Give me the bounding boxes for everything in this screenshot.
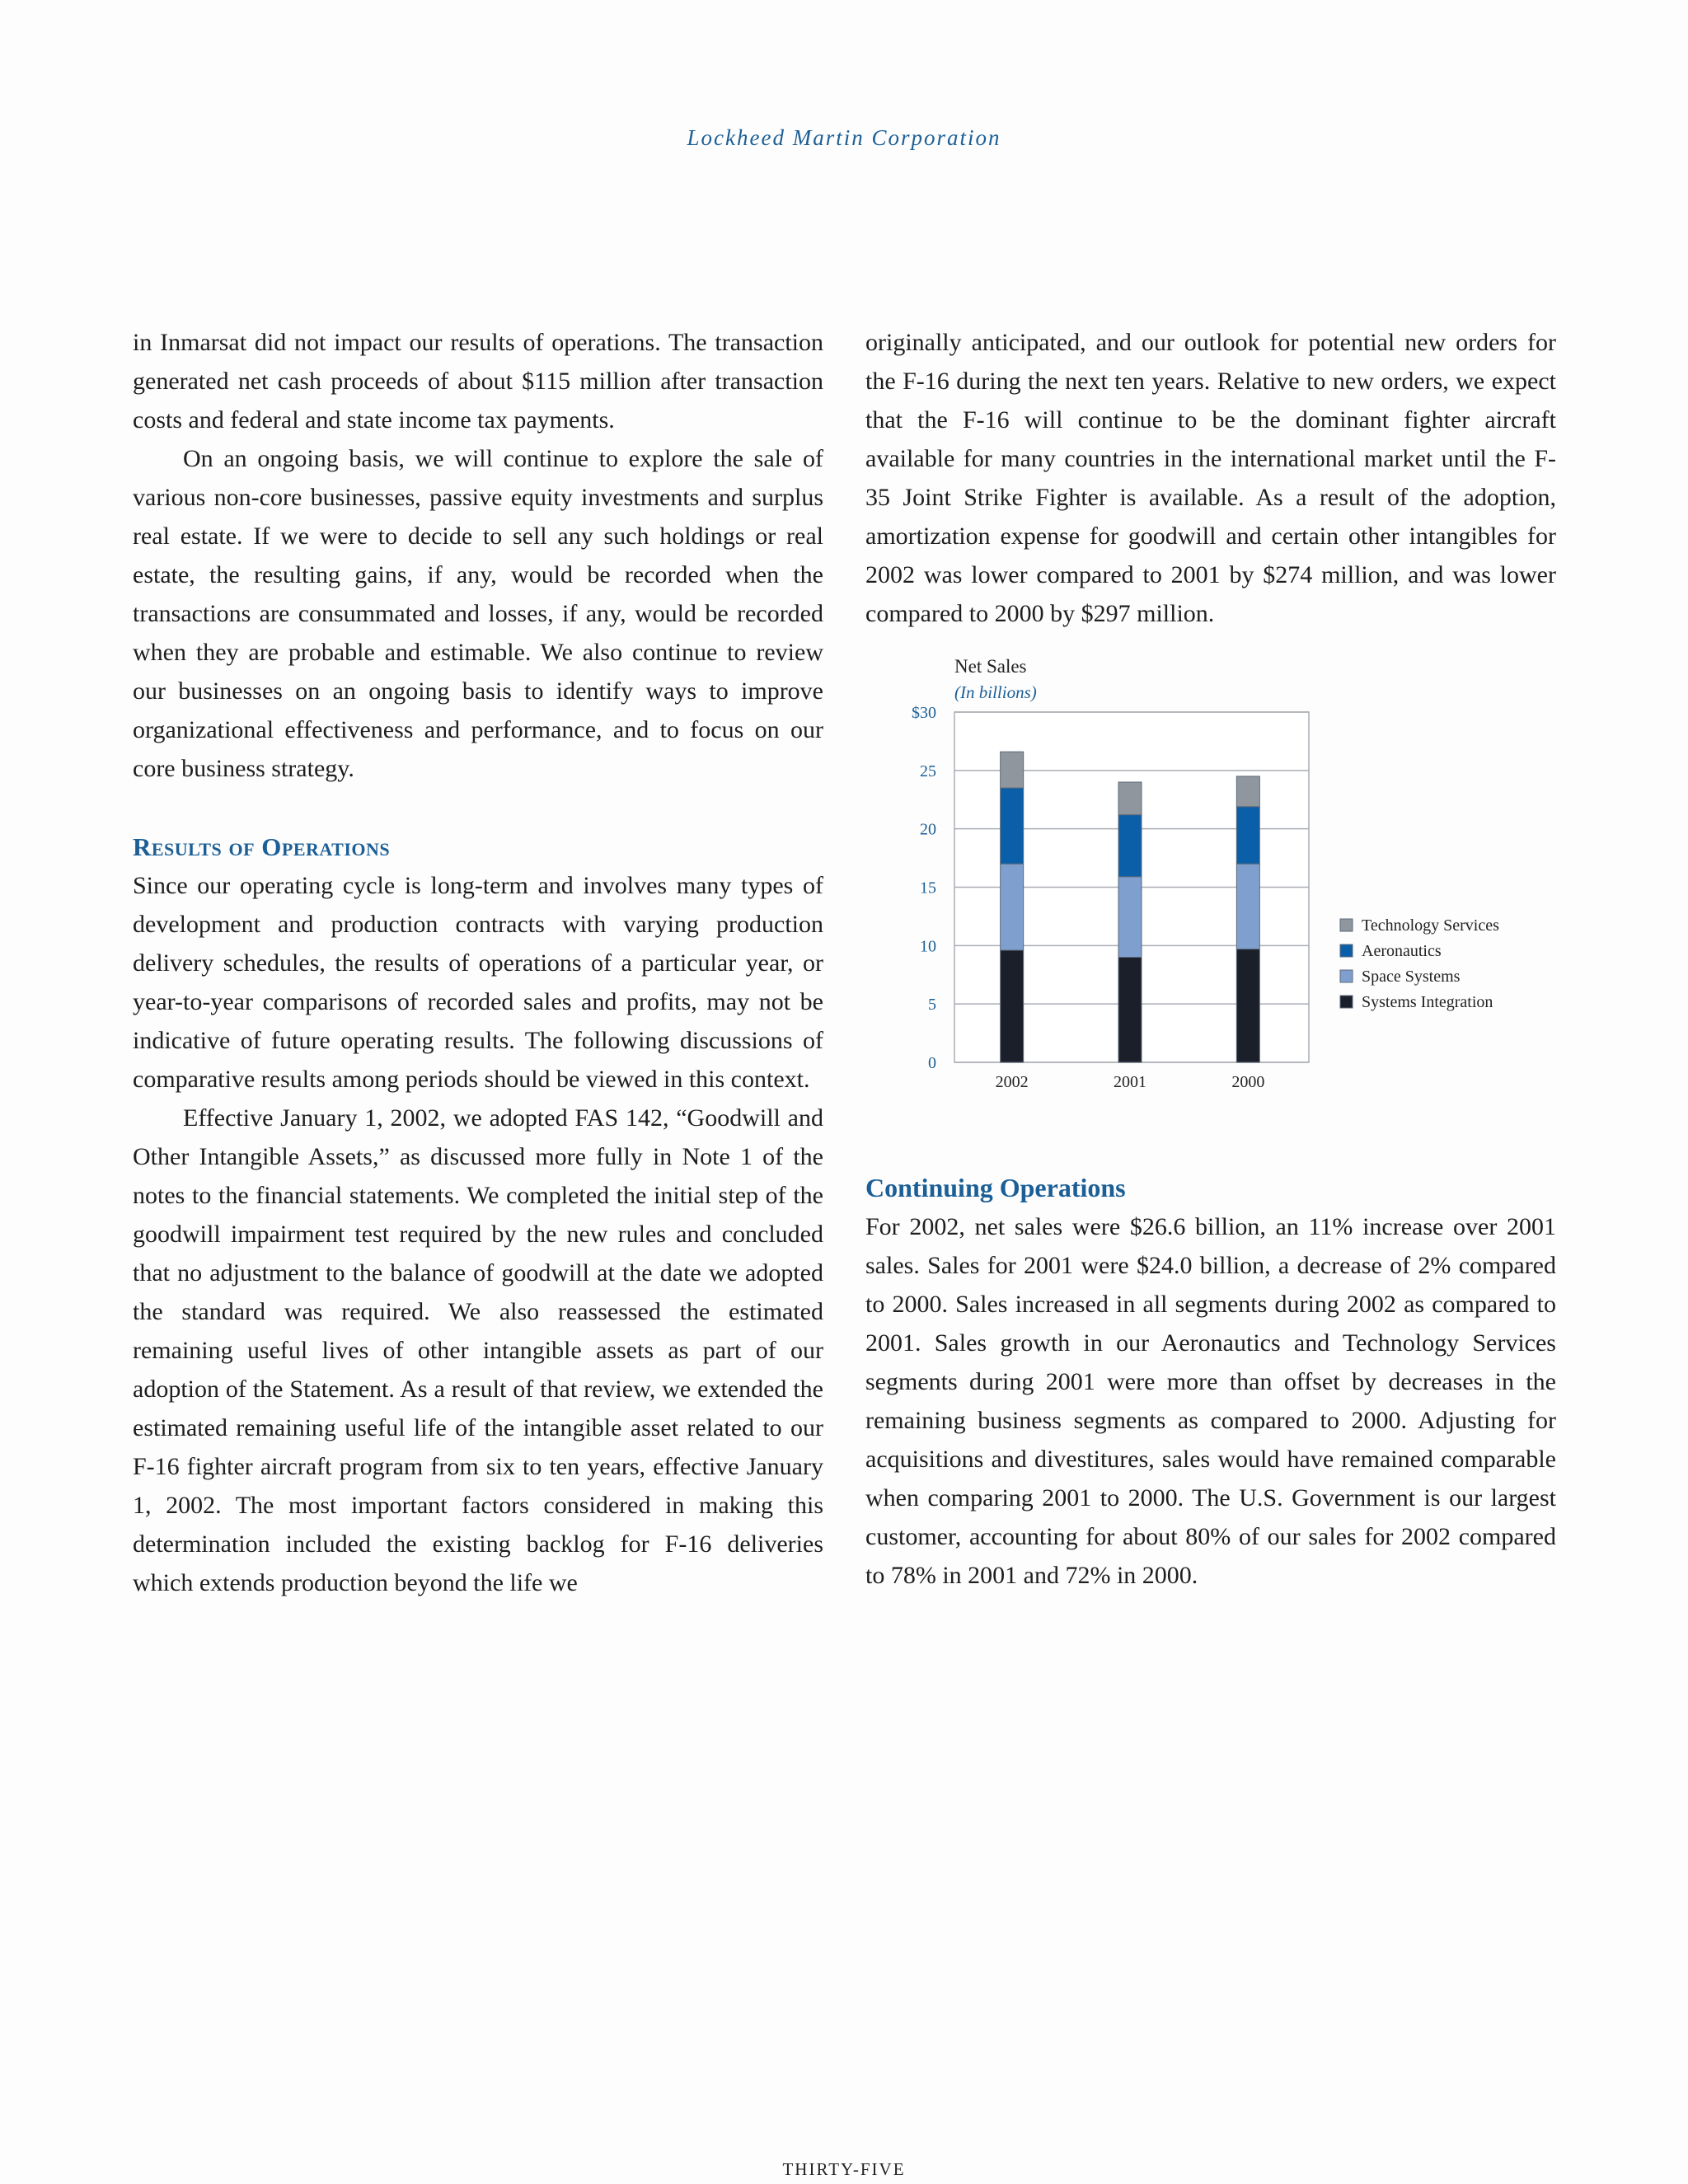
bar-segment xyxy=(1118,877,1142,958)
x-tick-label: 2002 xyxy=(995,1073,1029,1091)
y-tick-label: 25 xyxy=(920,762,936,780)
bar-segment xyxy=(1001,752,1024,788)
x-tick-label: 2001 xyxy=(1114,1073,1146,1091)
y-tick-label: 20 xyxy=(920,820,936,839)
bar-segment xyxy=(1236,864,1259,949)
section-heading-results-of-operations: Results of Operations xyxy=(133,832,391,861)
bar-segment xyxy=(1001,950,1024,1062)
y-tick-label: 10 xyxy=(920,937,936,956)
right-column xyxy=(865,323,1556,1595)
y-tick-label: $30 xyxy=(912,704,936,722)
paragraph: Since our operating cycle is long-term and involves many types of development and production contracts with varying production delivery schedules, the results of operations of a particular year, or year-to-year comparisons of recorded sales and profits, may not be indicative of future operating results. The following discussions of comparative results among periods should be viewed in this context. xyxy=(133,872,823,1093)
legend-swatch xyxy=(1340,944,1353,957)
bar-segment xyxy=(1118,782,1142,815)
left-column xyxy=(133,323,823,1602)
legend-label: Aeronautics xyxy=(1362,942,1442,960)
net-sales-chart xyxy=(865,641,1556,1169)
paragraph: originally anticipated, and our outlook for potential new orders for the F-16 during the next ten years. Relative to new orders, we expect that the F-16 will continue to be the dominant fighter aircraft available for many countries in the international market until the F-35 Joint Strike Fighter is available. As a result of the adoption, amortization expense for goodwill and certain other intangibles for 2002 was lower compared to 2001 by $274 million, and was lower compared to 2000 by $297 million. xyxy=(865,329,1556,627)
bar-segment xyxy=(1001,864,1024,950)
legend-label: Technology Services xyxy=(1362,916,1499,935)
x-tick-label: 2000 xyxy=(1231,1073,1265,1091)
legend-label: Space Systems xyxy=(1362,968,1461,986)
legend-swatch xyxy=(1340,996,1353,1008)
running-title: Lockheed Martin Corporation xyxy=(687,125,1001,150)
paragraph: For 2002, net sales were $26.6 billion, an 11% increase over 2001 sales. Sales for 2001 were $24.0 billion, a decrease of 2% compared to 2000. Sales increased in all segments during 2002 as compared to 2001. Sales growth in our Aeronautics and Technology Services segments during 2001 were more than offset by decreases in the remaining business segments as compared to 2000. Adjusting for acquisitions and divestitures, sales would have remained comparable when comparing 2001 to 2000. The U.S. Government is our largest customer, accounting for about 80% of our sales for 2002 compared to 78% in 2001 and 72% in 2000. xyxy=(865,1213,1556,1589)
y-tick-label: 5 xyxy=(928,996,936,1015)
legend-swatch xyxy=(1340,919,1353,931)
bar-segment xyxy=(1236,776,1259,807)
bar-segment xyxy=(1118,958,1142,1063)
net-sales-chart-svg xyxy=(865,641,1556,1169)
legend-label: Systems Integration xyxy=(1362,993,1493,1011)
y-tick-label: 0 xyxy=(928,1054,936,1072)
bar-segment xyxy=(1001,788,1024,864)
chart-title: Net Sales xyxy=(954,656,1027,677)
bar-segment xyxy=(1236,949,1259,1062)
legend-swatch xyxy=(1340,970,1353,982)
paragraph: in Inmarsat did not impact our results of operations. The transaction generated net cash proceeds of about $115 million after transaction costs and federal and state income tax payments. xyxy=(133,329,823,434)
subheading-continuing-operations: Continuing Operations xyxy=(865,1173,1126,1202)
paragraph: Effective January 1, 2002, we adopted FAS 142, “Goodwill and Other Intangible Assets,” as discussed more fully in Note 1 of the notes to the financial statements. We completed the initial step of the goodwill impairment test required by the new rules and concluded that no adjustment to the balance of goodwill at the date we adopted the standard was required. We also reassessed the estimated remaining useful lives of other intangible assets as part of our adoption of the Statement. As a result of that review, we extended the estimated remaining useful life of the intangible asset related to our F-16 fighter aircraft program from six to ten years, effective January 1, 2002. The most important factors considered in making this determination included the existing backlog for F-16 deliveries which extends production beyond the life we xyxy=(133,1104,823,1596)
page-number: THIRTY-FIVE xyxy=(782,2159,906,2179)
chart-subtitle: (In billions) xyxy=(954,682,1037,702)
y-tick-label: 15 xyxy=(920,879,936,898)
paragraph: On an ongoing basis, we will continue to explore the sale of various non-core businesses, passive equity investments and surplus real estate. If we were to decide to sell any such holdings or real estate, the resulting gains, if any, would be recorded when the transactions are consummated and losses, if any, would be recorded when they are probable and estimable. We also continue to review our businesses on an ongoing basis to identify ways to improve organizational effectiveness and performance, and to focus on our core business strategy. xyxy=(133,445,823,782)
bar-segment xyxy=(1236,807,1259,864)
bar-segment xyxy=(1118,815,1142,877)
